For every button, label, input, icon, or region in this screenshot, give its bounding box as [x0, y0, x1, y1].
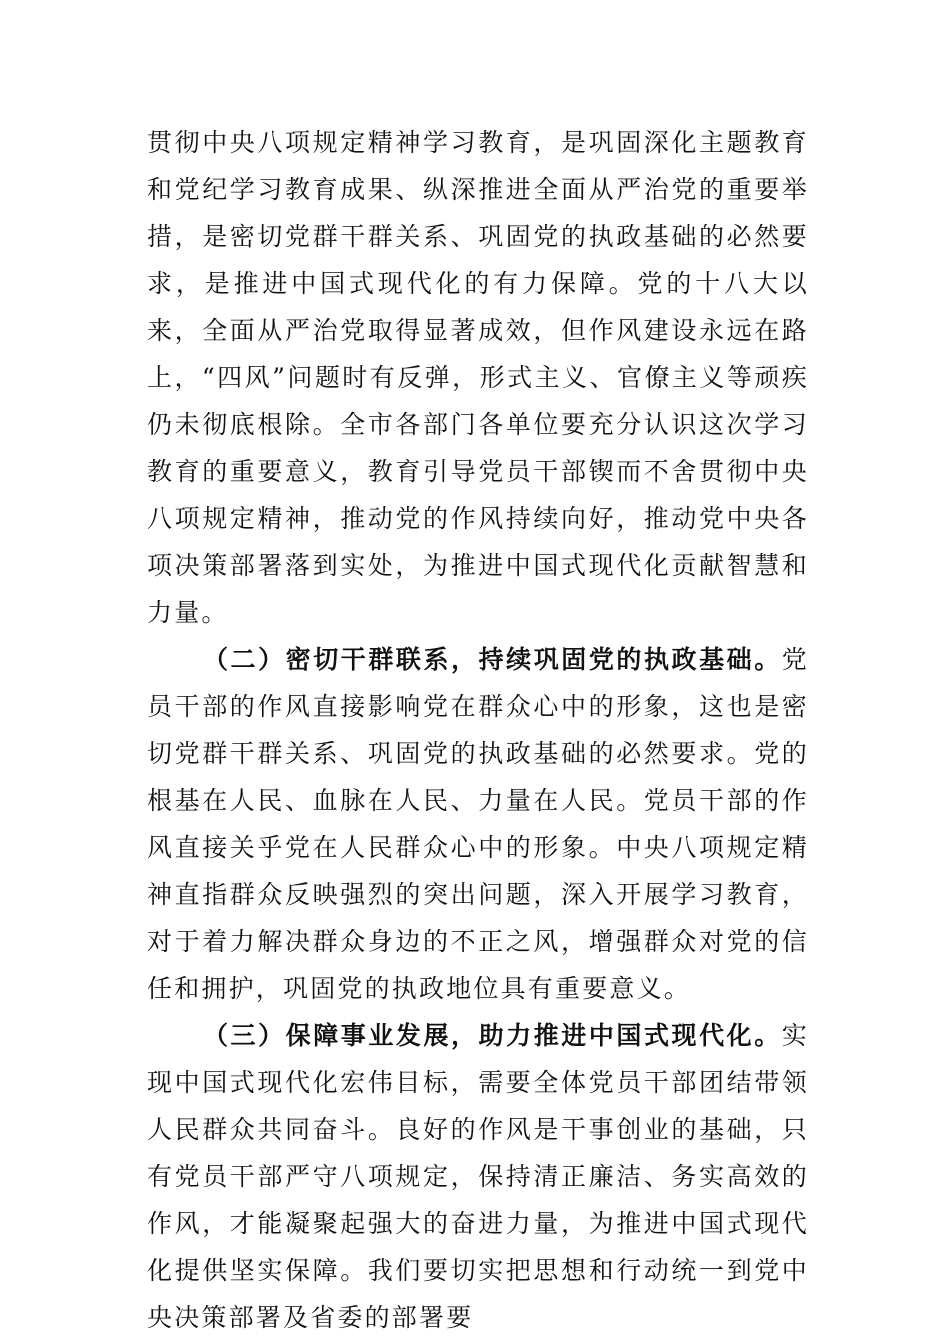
paragraph-section-three — [147, 1012, 809, 1341]
section-heading: （三）保障事业发展，助力推进中国式现代化。 — [203, 1021, 782, 1050]
paragraph-body: 党员干部的作风直接影响党在群众心中的形象，这也是密切党群干群关系、巩固党的执政基础的必然要求。党的根基在人民、血脉在人民、力量在人民。党员干部的作风直接关乎党在人民群众心中的形象。中央八项规定精神直指群众反映强烈的突出问题，深入开展学习教育，对于着力解决群众身边的不正之风，增强群众对党的信任和拥护，巩固党的执政地位具有重要意义。 — [147, 645, 809, 1003]
section-heading: （二）密切干群联系，持续巩固党的执政基础。 — [203, 645, 782, 674]
paragraph-body: 实现中国式现代化宏伟目标，需要全体党员干部团结带领人民群众共同奋斗。良好的作风是干事创业的基础，只有党员干部严守八项规定，保持清正廉洁、务实高效的作风，才能凝聚起强大的奋进力量，为推进中国式现代化提供坚实保障。我们要切实把思想和行动统一到党中央决策部署及省委的部署要 — [147, 1021, 809, 1332]
paragraph-significance — [147, 119, 809, 636]
paragraph-body: 贯彻中央八项规定精神学习教育，是巩固深化主题教育和党纪学习教育成果、纵深推进全面从严治党的重要举措，是密切党群干群关系、巩固党的执政基础的必然要求，是推进中国式现代化的有力保障。党的十八大以来，全面从严治党取得显著成效，但作风建设永远在路上，“四风”问题时有反弹，形式主义、官僚主义等顽疾仍未彻底根除。全市各部门各单位要充分认识这次学习教育的重要意义，教育引导党员干部锲而不舍贯彻中央八项规定精神，推动党的作风持续向好，推动党中央各项决策部署落到实处，为推进中国式现代化贡献智慧和力量。 — [147, 128, 809, 627]
paragraph-section-two — [147, 636, 809, 1012]
document-body — [147, 119, 809, 1341]
